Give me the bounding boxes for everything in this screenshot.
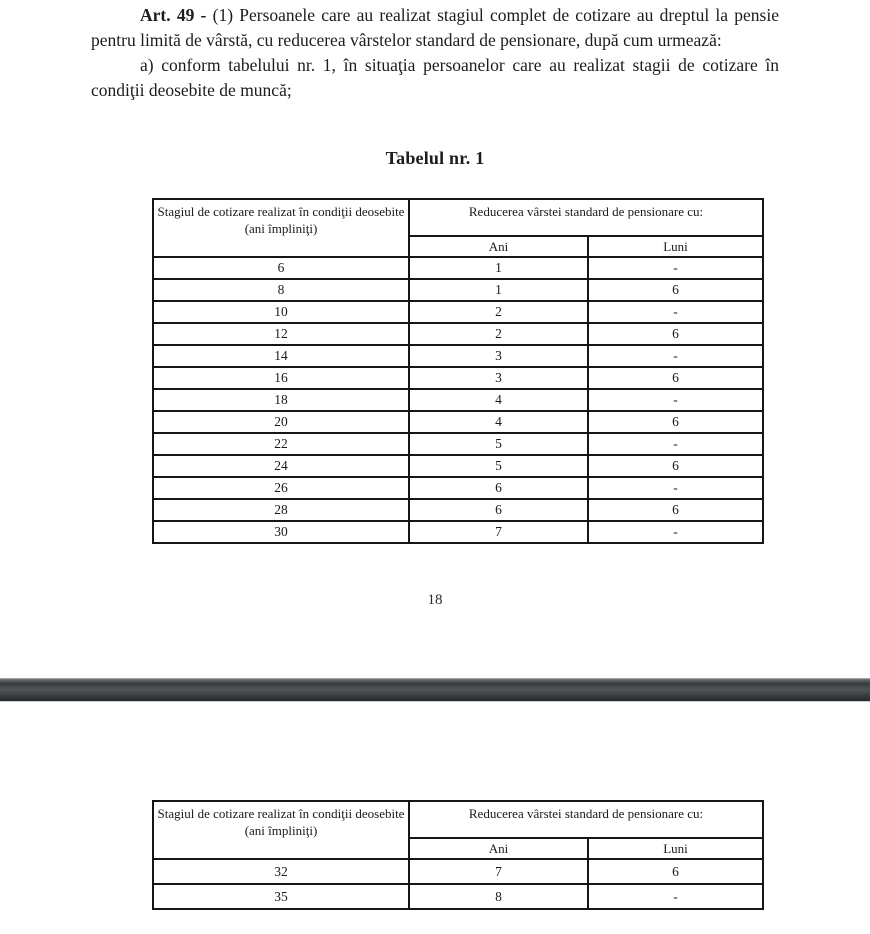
cell-luni: - (588, 345, 763, 367)
table-header-row (153, 199, 763, 236)
table-row (153, 499, 763, 521)
cell-luni: 6 (588, 279, 763, 301)
header-stagiu-cell (153, 801, 409, 859)
table-row (153, 884, 763, 909)
cell-stagiu: 10 (153, 301, 409, 323)
article-text-block (91, 3, 779, 103)
table-row (153, 433, 763, 455)
cell-ani: 1 (409, 279, 588, 301)
table-row (153, 521, 763, 543)
cell-luni: - (588, 389, 763, 411)
cell-ani: 7 (409, 521, 588, 543)
cell-ani: 7 (409, 859, 588, 884)
cell-stagiu: 14 (153, 345, 409, 367)
cell-stagiu: 8 (153, 279, 409, 301)
table-row (153, 279, 763, 301)
cell-luni: 6 (588, 859, 763, 884)
cell-stagiu: 28 (153, 499, 409, 521)
table-title: Tabelul nr. 1 (385, 148, 485, 168)
cell-luni: - (588, 433, 763, 455)
table-row (153, 389, 763, 411)
article-item-a: a) conform tabelului nr. 1, în situaţia persoanelor care au realizat stagii de cotizare în condiţii deosebite de muncă; (91, 55, 779, 100)
cell-stagiu: 24 (153, 455, 409, 477)
header-ani-cell: Ani (409, 838, 588, 859)
cell-stagiu: 32 (153, 859, 409, 884)
article-paragraph (91, 3, 779, 53)
cell-luni: 6 (588, 499, 763, 521)
pension-table-1 (152, 198, 764, 544)
cell-stagiu: 35 (153, 884, 409, 909)
cell-ani: 6 (409, 499, 588, 521)
header-ani-cell: Ani (409, 236, 588, 257)
cell-stagiu: 12 (153, 323, 409, 345)
cell-luni: - (588, 477, 763, 499)
header-stagiu-cell (153, 199, 409, 257)
table-row (153, 301, 763, 323)
cell-ani: 1 (409, 257, 588, 279)
header-reducere-cell: Reducerea vârstei standard de pensionare cu: (409, 199, 763, 236)
header-stagiu-sub: (ani împliniţi) (244, 823, 318, 838)
cell-stagiu: 26 (153, 477, 409, 499)
pension-table-2 (152, 800, 764, 910)
cell-stagiu: 30 (153, 521, 409, 543)
cell-ani: 4 (409, 411, 588, 433)
article-number: Art. 49 - (140, 5, 207, 25)
cell-luni: - (588, 257, 763, 279)
cell-stagiu: 20 (153, 411, 409, 433)
cell-luni: - (588, 301, 763, 323)
cell-ani: 3 (409, 367, 588, 389)
table-row (153, 345, 763, 367)
table-row (153, 477, 763, 499)
header-stagiu-main: Stagiul de cotizare realizat în condiţii deosebite (157, 806, 405, 821)
header-luni-cell: Luni (588, 838, 763, 859)
article-body-text: (1) Persoanele care au realizat stagiul complet de cotizare au dreptul la pensie pentru limită de vârstă, cu reducerea vârstelor standard de pensionare, după cum urmează: (91, 5, 779, 50)
cell-stagiu: 6 (153, 257, 409, 279)
cell-luni: - (588, 521, 763, 543)
cell-luni: 6 (588, 323, 763, 345)
cell-luni: 6 (588, 411, 763, 433)
table-row (153, 323, 763, 345)
cell-luni: 6 (588, 455, 763, 477)
page-number: 18 (427, 592, 443, 608)
cell-ani: 4 (409, 389, 588, 411)
table-row (153, 367, 763, 389)
table-header-row (153, 801, 763, 838)
cell-ani: 3 (409, 345, 588, 367)
header-stagiu-main: Stagiul de cotizare realizat în condiţii deosebite (157, 204, 405, 219)
table-row (153, 411, 763, 433)
header-stagiu-sub: (ani împliniţi) (244, 221, 318, 236)
cell-stagiu: 18 (153, 389, 409, 411)
cell-ani: 2 (409, 323, 588, 345)
table-row (153, 455, 763, 477)
table-row (153, 859, 763, 884)
cell-luni: 6 (588, 367, 763, 389)
cell-ani: 5 (409, 433, 588, 455)
header-luni-cell: Luni (588, 236, 763, 257)
cell-ani: 6 (409, 477, 588, 499)
cell-stagiu: 16 (153, 367, 409, 389)
page-break-bar (0, 678, 870, 702)
cell-ani: 8 (409, 884, 588, 909)
cell-ani: 5 (409, 455, 588, 477)
header-reducere-cell: Reducerea vârstei standard de pensionare cu: (409, 801, 763, 838)
cell-stagiu: 22 (153, 433, 409, 455)
cell-ani: 2 (409, 301, 588, 323)
table-row (153, 257, 763, 279)
cell-luni: - (588, 884, 763, 909)
